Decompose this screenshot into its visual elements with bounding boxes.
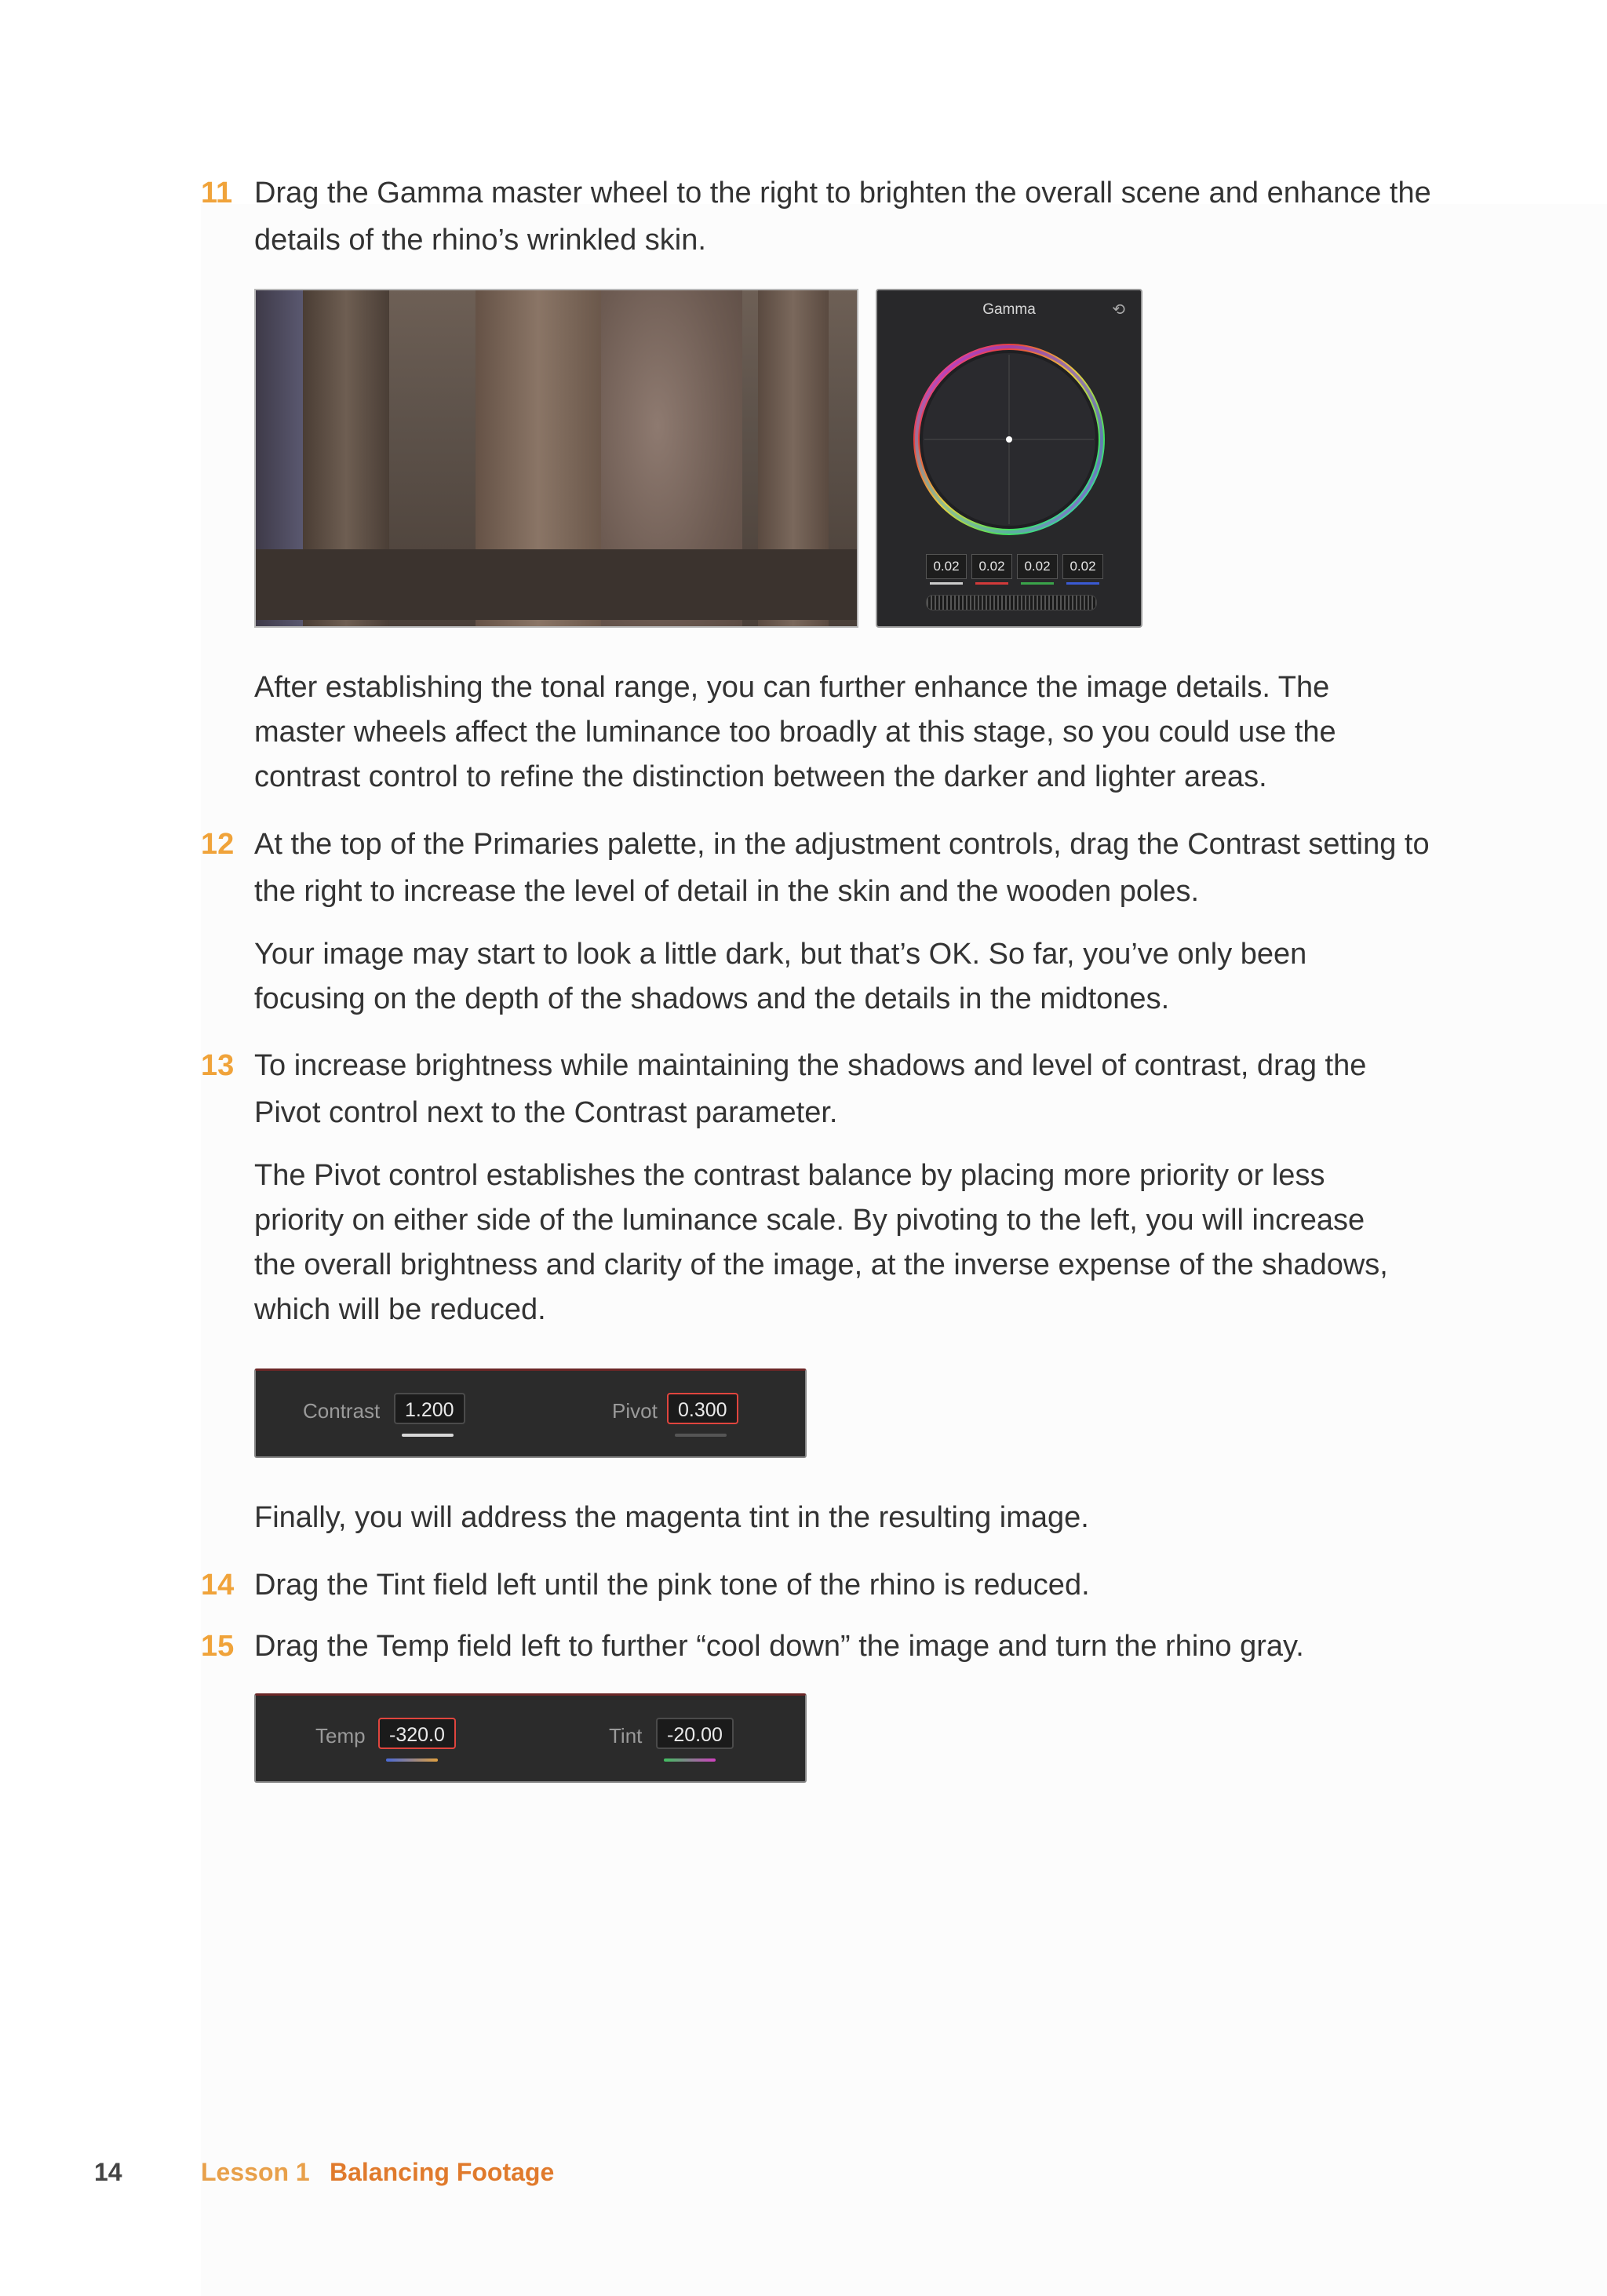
paragraph: Your image may start to look a little dark, but that’s OK. So far, you’ve only been focusing on the depth of the shadows and the details in the midtones. (254, 938, 1307, 1015)
fence-rail (256, 549, 858, 620)
rhino-photo (254, 289, 858, 628)
step-number: 11 (201, 177, 233, 210)
step-text: To increase brightness while maintaining the shadows and level of contrast, drag the Pivot control next to the Contrast parameter. (254, 1049, 1367, 1129)
value-text: 0.02 (978, 559, 1005, 574)
page-number: 14 (94, 2158, 122, 2186)
gamma-wheel-panel (876, 289, 1142, 628)
temp-slider-indicator (386, 1758, 438, 1762)
value-underline (930, 582, 963, 585)
footer-title: Balancing Footage (330, 2158, 555, 2186)
contrast-label: Contrast (303, 1399, 381, 1423)
value-text: 0.02 (1070, 559, 1096, 574)
pivot-slider-indicator (675, 1434, 727, 1437)
tint-slider-indicator (664, 1758, 716, 1762)
gamma-color-wheel[interactable] (907, 337, 1111, 541)
step-text: Drag the Gamma master wheel to the right to brighten the overall scene and enhance the details of the rhino’s wrinkled skin. (254, 177, 1431, 257)
gamma-master-jog-wheel[interactable] (926, 595, 1097, 610)
pivot-label: Pivot (612, 1399, 658, 1423)
value-text: 0.02 (933, 559, 960, 574)
tint-label: Tint (609, 1724, 643, 1748)
paragraph: The Pivot control establishes the contrast balance by placing more priority or less priority on either side of the luminance scale. By pivoting to the left, you will increase the overall brightness and clarity of the image, at the inverse expense of the shadows, which will be reduced. (254, 1159, 1388, 1326)
pivot-field[interactable]: 0.300 (667, 1393, 738, 1424)
value-underline (1021, 582, 1054, 585)
temp-label: Temp (315, 1724, 366, 1748)
contrast-slider-indicator (402, 1434, 454, 1437)
footer-lesson: Lesson 1 (201, 2158, 310, 2186)
contrast-pivot-controls (254, 1368, 807, 1458)
value-underline (975, 582, 1008, 585)
gamma-value-master[interactable] (926, 554, 967, 579)
value-text: 0.02 (1024, 559, 1051, 574)
wheel-puck[interactable] (1006, 436, 1012, 443)
gamma-value-red[interactable] (971, 554, 1012, 579)
step-number: 13 (201, 1049, 235, 1082)
step-number: 12 (201, 828, 235, 861)
step-number: 15 (201, 1630, 235, 1663)
tint-field[interactable]: -20.00 (656, 1718, 734, 1749)
step-number: 14 (201, 1569, 235, 1602)
gamma-title: Gamma (982, 301, 1036, 318)
temp-tint-controls (254, 1693, 807, 1783)
gamma-value-green[interactable] (1017, 554, 1058, 579)
step-text: At the top of the Primaries palette, in the adjustment controls, drag the Contrast setting to the right to increase the level of detail in the skin and the wooden poles. (254, 828, 1430, 908)
temp-field[interactable]: -320.0 (378, 1718, 456, 1749)
gamma-value-blue[interactable] (1062, 554, 1103, 579)
step-text: Drag the Temp field left to further “cool down” the image and turn the rhino gray. (254, 1630, 1304, 1663)
gamma-values (926, 554, 1106, 579)
step-text: Drag the Tint field left until the pink tone of the rhino is reduced. (254, 1569, 1090, 1602)
paragraph: After establishing the tonal range, you can further enhance the image details. The master wheels affect the luminance too broadly at this stage, so you could use the contrast control to refine the distinction between the darker and lighter areas. (254, 671, 1336, 793)
paragraph: Finally, you will address the magenta tint in the resulting image. (254, 1501, 1089, 1534)
contrast-field[interactable]: 1.200 (394, 1393, 465, 1424)
value-underline (1066, 582, 1099, 585)
reset-icon[interactable]: ⟲ (1112, 301, 1125, 319)
